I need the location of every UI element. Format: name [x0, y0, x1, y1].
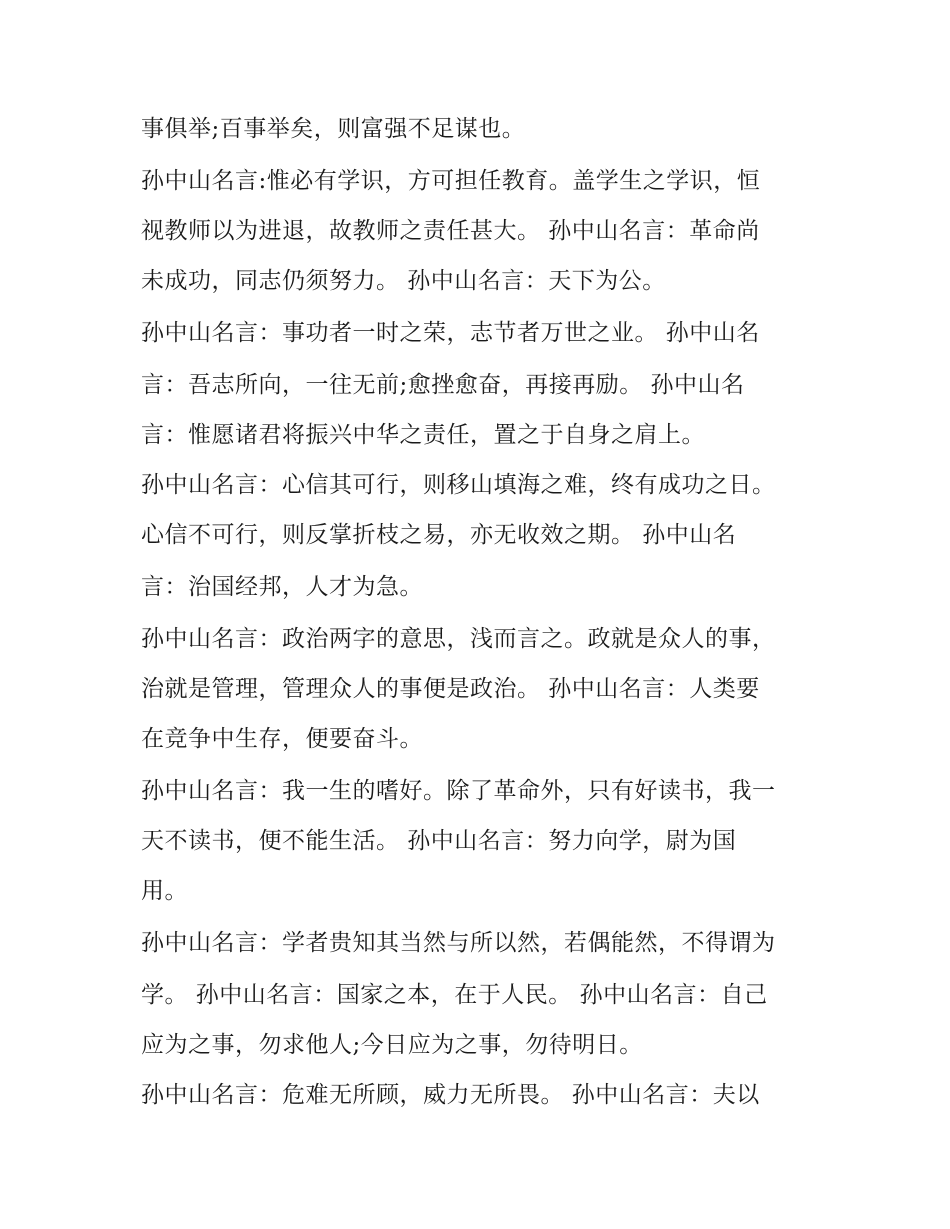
text-line: 在竞争中生存，便要奋斗。 [141, 726, 423, 752]
text-line: 学。 孙中山名言：国家之本，在于人民。 孙中山名言：自己 [141, 982, 768, 1008]
text-line: 孙中山名言：我一生的嗜好。除了革命外，只有好读书，我一 [141, 778, 776, 804]
text-line: 言：吾志所向，一往无前;愈挫愈奋，再接再励。 孙中山名 [141, 372, 745, 398]
text-line: 治就是管理，管理众人的事便是政治。 孙中山名言：人类要 [141, 676, 760, 702]
text-line: 视教师以为进退，故教师之责任甚大。 孙中山名言：革命尚 [141, 218, 760, 244]
text-line: 应为之事，勿求他人;今日应为之事，勿待明日。 [141, 1032, 643, 1058]
text-line: 孙中山名言:惟必有学识，方可担任教育。盖学生之学识，恒 [141, 168, 761, 194]
text-line: 事俱举;百事举矣，则富强不足谋也。 [141, 116, 526, 142]
text-line: 孙中山名言：事功者一时之荣，志节者万世之业。 孙中山名 [141, 320, 760, 346]
text-line: 天不读书，便不能生活。 孙中山名言：努力向学，尉为国 [141, 828, 737, 854]
text-line: 孙中山名言：心信其可行，则移山填海之难，终有成功之日。 [141, 472, 776, 498]
text-line: 言：治国经邦，人才为急。 [141, 574, 423, 600]
text-line: 孙中山名言：危难无所顾，威力无所畏。 孙中山名言：夫以 [141, 1082, 760, 1108]
text-line: 未成功，同志仍须努力。 孙中山名言：天下为公。 [141, 268, 666, 294]
text-line: 心信不可行，则反掌折枝之易，亦无收效之期。 孙中山名 [141, 522, 737, 548]
text-line: 言：惟愿诸君将振兴中华之责任，置之于自身之肩上。 [141, 422, 705, 448]
text-line: 用。 [141, 878, 188, 904]
text-line: 孙中山名言：学者贵知其当然与所以然，若偶能然，不得谓为 [141, 930, 776, 956]
text-line: 孙中山名言：政治两字的意思，浅而言之。政就是众人的事， [141, 626, 776, 652]
